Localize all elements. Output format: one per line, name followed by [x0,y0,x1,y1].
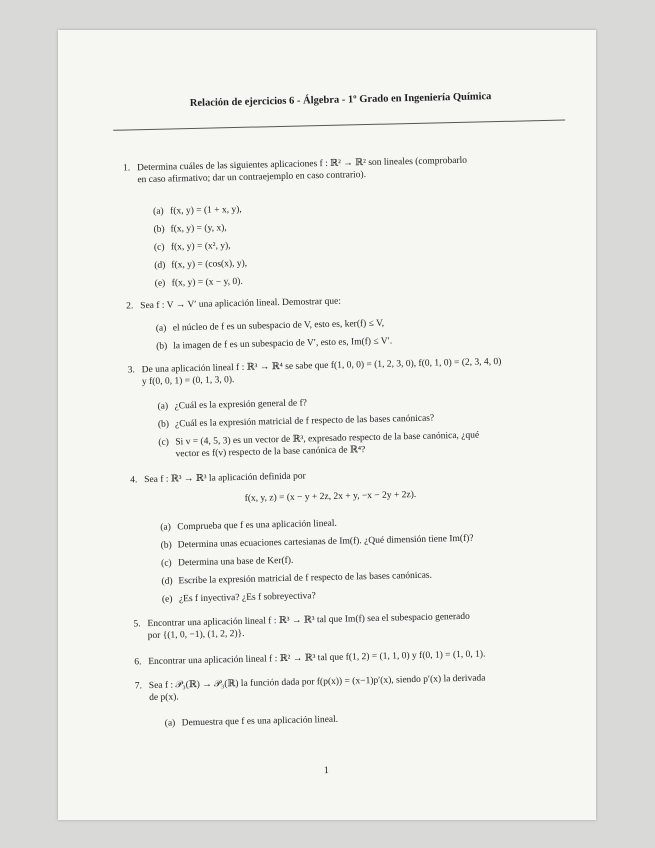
exercise-text-line1: Sea f : ℝ³ → ℝ³ la aplicación definida por [144,471,306,486]
page-number: 1 [323,765,329,777]
exercise-2-item-b: (b) la imagen de f es un subespacio de V′, esto es, Im(f) ≤ V′. [156,336,393,352]
exercise-3-item-a: (a) ¿Cuál es la expresión general de f? [157,398,308,412]
exercise-number: 7. [134,681,143,692]
exercise-1-item-d: (d) f(x, y) = (cos(x), y), [154,258,248,271]
exercise-text-line1: Sea f : V → V′ una aplicación lineal. Demostrar que: [140,296,342,312]
paper-sheet [58,30,596,820]
exercise-1-item-c: (c) f(x, y) = (x², y), [153,241,231,253]
exercise-7-item-a: (a) Demuestra que f es una aplicación lineal. [164,714,339,729]
exercise-number: 3. [127,365,135,376]
exercise-4-equation: f(x, y, z) = (x − y + 2z, 2x + y, −x − 2y + 2z). [244,489,417,504]
exercise-3-item-c-line2: vector es f(v) respecto de la base canónica de ℝ⁴? [175,445,366,460]
exercise-number: 6. [134,657,142,668]
exercise-text-line2: en caso afirmativo; dar un contraejemplo en caso contrario). [137,170,367,186]
exercise-4 [130,465,554,486]
exercise-4-item-d: (d) Escribe la expresión matricial de f respecto de las bases canónicas. [161,570,433,587]
exercise-1-item-e: (e) f(x, y) = (x − y, 0). [154,276,243,289]
exercise-text-line1: Determina cuáles de las siguientes aplicaciones f : ℝ² → ℝ² son lineales (comprobarlo [137,155,468,174]
document-title: Relación de ejercicios 6 - Álgebra - 1º Grado en Ingeniería Química [189,91,492,110]
exercise-5 [133,609,557,642]
exercise-number: 5. [133,619,141,630]
exercise-number: 2. [126,301,134,312]
exercise-1 [123,153,547,186]
exercise-number: 4. [130,475,138,486]
exercise-1-item-b: (b) f(x, y) = (y, x), [153,223,227,235]
exercise-4-item-c: (c) Determina una base de Ker(f). [160,555,294,569]
exercise-1-item-a: (a) f(x, y) = (1 + x, y), [153,204,242,217]
exercise-number: 1. [123,163,131,174]
exercise-2 [126,291,550,312]
exercise-text-line1: Encontrar una aplicación lineal f : ℝ³ → ℝ³ tal que Im(f) sea el subespacio generado [147,611,470,630]
exercise-7 [134,671,559,704]
exercise-6 [134,647,558,668]
exercise-text-line1: De una aplicación lineal f : ℝ³ → ℝ⁴ se sabe que f(1, 0, 0) = (1, 2, 3, 0), f(0, 1, 0) = (2, 3, 4, 0) [141,357,502,376]
exercise-3-item-c: (c) Si v = (4, 5, 3) es un vector de ℝ³, expresado respecto de la base canónica, ¿qué [158,430,480,448]
exercise-text-line2: de p(x). [149,692,179,704]
exercise-text-line1: Sea f : 𝒫₃(ℝ) → 𝒫₃(ℝ) la función dada por f(p(x)) = (x−1)p′(x), siendo p′(x) la derivada [148,673,486,692]
exercise-text-line1: Encontrar una aplicación lineal f : ℝ² → ℝ³ tal que f(1, 2) = (1, 1, 0) y f(0, 1) = (1, 0, 1). [148,649,486,668]
exercise-2-item-a: (a) el núcleo de f es un subespacio de V, esto es, ker(f) ≤ V, [155,318,385,334]
exercise-4-item-e: (e) ¿Es f inyectiva? ¿Es f sobreyectiva? [161,591,316,605]
exercise-3-item-b: (b) ¿Cuál es la expresión matricial de f respecto de las bases canónicas? [157,413,435,430]
exercise-4-item-a: (a) Comprueba que f es una aplicación lineal. [160,518,337,533]
exercise-text-line2: y f(0, 0, 1) = (0, 1, 3, 0). [141,375,235,388]
exercise-text-line2: por {(1, 0, −1), (1, 2, 2)}. [147,628,245,642]
exercise-4-item-b: (b) Determina unas ecuaciones cartesianas de Im(f). ¿Qué dimensión tiene Im(f)? [160,533,474,551]
exercise-3 [127,355,552,388]
title-rule [113,120,565,131]
page-content [49,24,605,826]
